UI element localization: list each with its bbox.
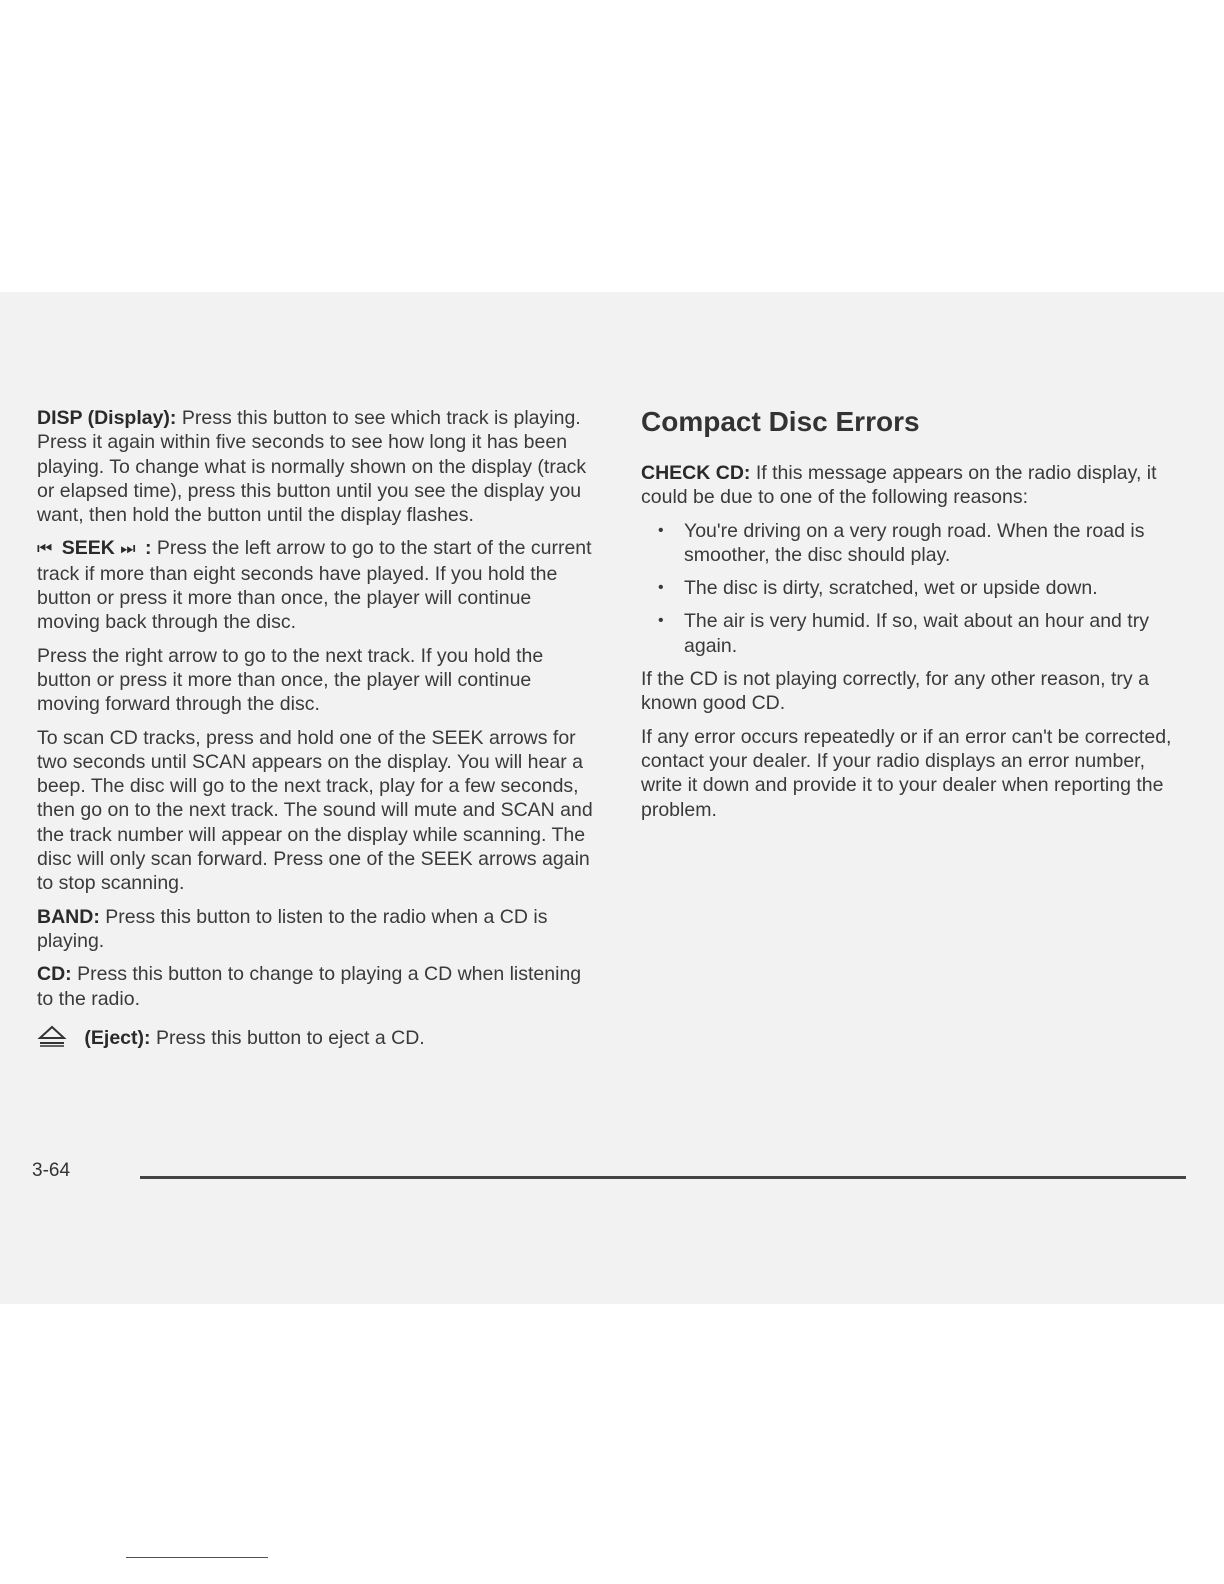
seek-forward-icon: ⏭: [120, 539, 136, 559]
page-footer: [32, 1160, 1190, 1190]
reason-text: The disc is dirty, scratched, wet or upside down.: [684, 577, 1098, 600]
cd-text: Press this button to change to playing a CD when listening to the radio.: [37, 963, 582, 1010]
band-paragraph: [37, 905, 597, 954]
cd-term: CD:: [37, 963, 72, 986]
reason-text: You're driving on a very rough road. When the road is smoother, the disc should play.: [684, 519, 1145, 566]
not-playing-paragraph: If the CD is not playing correctly, for any other reason, try a known good CD.: [641, 668, 1149, 715]
seek-paragraph: [37, 536, 597, 634]
bullet-icon: •: [658, 579, 664, 597]
check-cd-paragraph: [641, 461, 1186, 510]
section-title: Compact Disc Errors: [641, 406, 920, 437]
error-paragraph: If any error occurs repeatedly or if an error can't be corrected, contact your dealer. If your radio displays an error number, write it down and provide it to your dealer when reporting the problem.: [641, 725, 1172, 821]
right-arrow-paragraph: Press the right arrow to go to the next track. If you hold the button or press it more than once, the player will continue moving forward through the disc.: [37, 644, 544, 716]
left-column: [37, 406, 597, 1062]
seek-term: SEEK: [61, 537, 115, 560]
eject-paragraph: [37, 1025, 597, 1053]
reasons-list: [641, 519, 1186, 658]
list-item: [641, 576, 1186, 600]
band-term: BAND:: [37, 905, 100, 928]
eject-term: (Eject):: [84, 1026, 151, 1049]
list-item: [641, 519, 1186, 568]
band-text: Press this button to listen to the radio when a CD is playing.: [37, 905, 548, 952]
check-cd-term: CHECK CD:: [641, 462, 751, 484]
scan-paragraph: To scan CD tracks, press and hold one of the SEEK arrows for two seconds until SCAN appears on the display. You will hear a beep. The disc will go to the next track, play for a few seconds, then go on to the next track. The sound will mute and SCAN and the track number will appear on the display while scanning. The disc will only scan forward. Press one of the SEEK arrows again to stop scanning.: [37, 726, 593, 895]
seek-back-icon: ⏮: [37, 539, 53, 559]
footer-rule: [140, 1176, 1186, 1179]
bottom-link-underline: [126, 1557, 268, 1558]
bullet-icon: •: [658, 521, 664, 539]
eject-text: Press this button to eject a CD.: [155, 1026, 425, 1049]
seek-text: Press the left arrow to go to the start of the current track if more than eight seconds have played. If you hold the button or press it more than once, the player will continue moving back through the disc.: [37, 537, 592, 634]
cd-paragraph: [37, 962, 597, 1011]
right-column: [641, 405, 1186, 831]
seek-colon: :: [145, 537, 152, 560]
page-number: 3-64: [32, 1160, 71, 1181]
bullet-icon: •: [658, 612, 664, 630]
check-cd-text: If this message appears on the radio display, it could be due to one of the following reasons:: [641, 462, 1157, 509]
disp-text: Press this button to see which track is playing. Press it again within five seconds to see how long it has been playing. To change what is normally shown on the display (track or elapsed time), press this button until you see the display you want, then hold the button until the display flashes.: [37, 407, 587, 527]
disp-term: DISP (Display):: [37, 407, 177, 429]
list-item: [641, 609, 1186, 658]
reason-text: The air is very humid. If so, wait about an hour and try again.: [684, 610, 1149, 657]
disp-paragraph: [37, 406, 597, 527]
eject-icon: [37, 1025, 67, 1053]
